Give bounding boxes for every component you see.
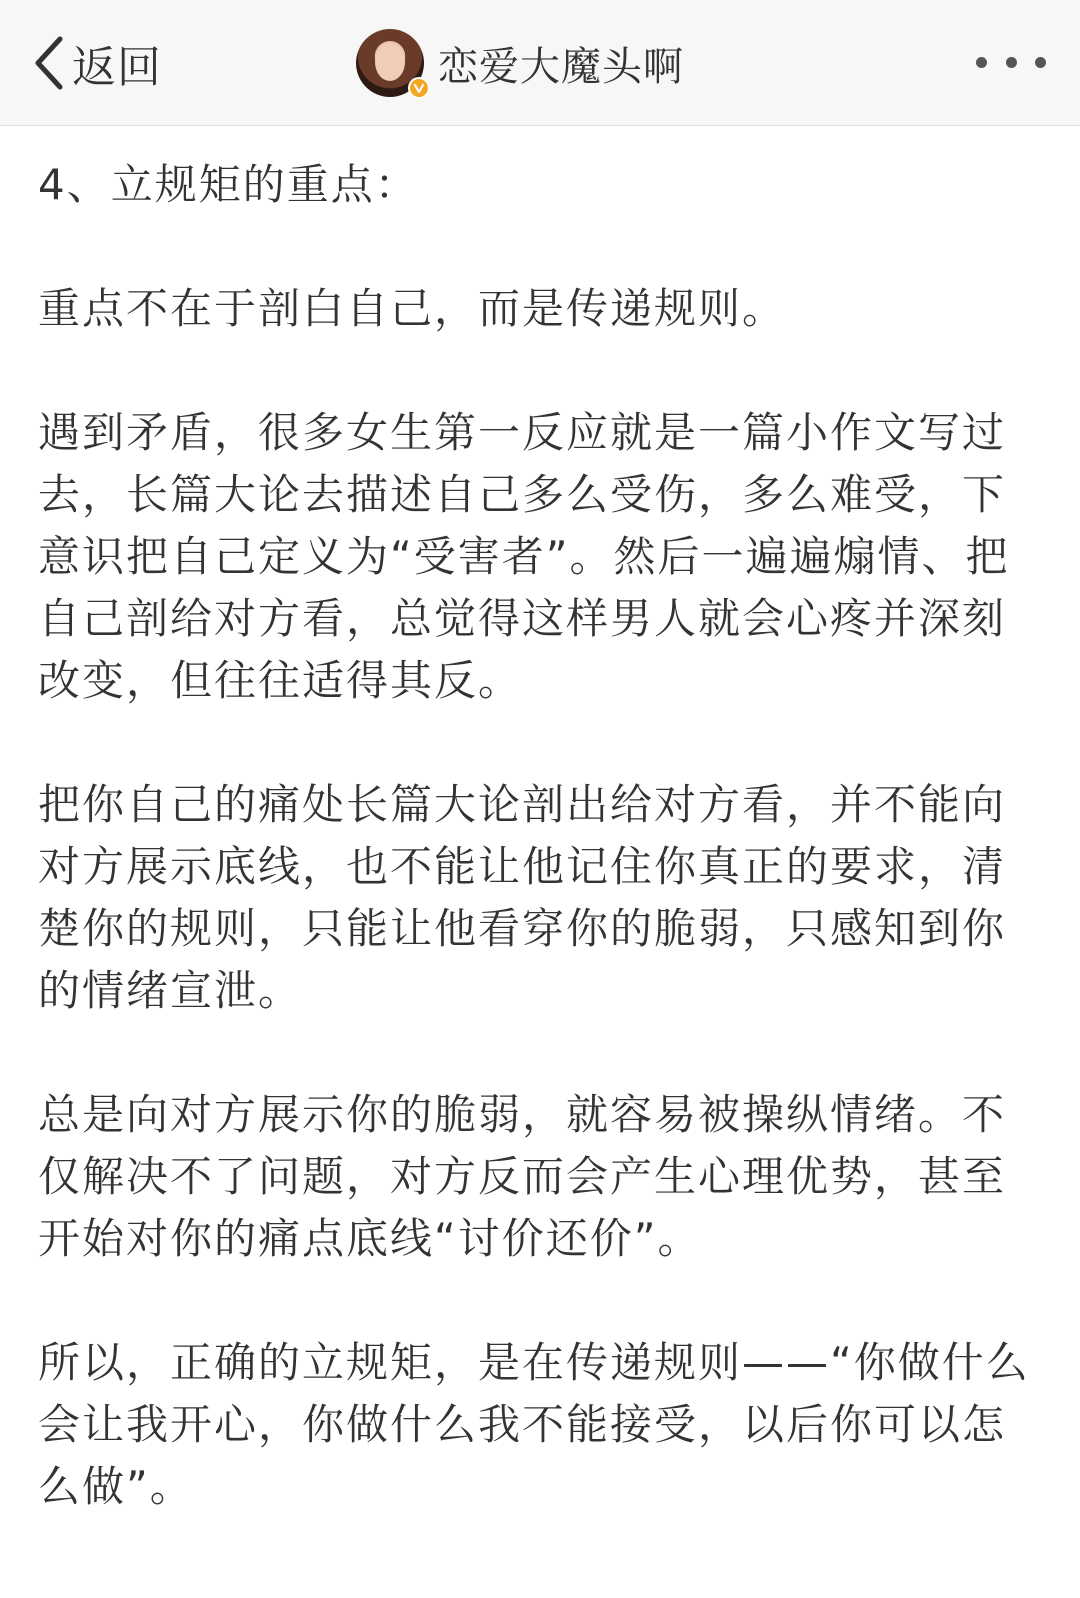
author-name[interactable]: 恋爱大魔头啊 [438, 43, 684, 90]
author-profile[interactable] [356, 27, 684, 99]
more-dots-icon [976, 57, 987, 68]
avatar[interactable] [356, 29, 424, 97]
top-navigation-bar [0, 0, 1080, 126]
more-options-button[interactable] [976, 44, 1046, 80]
back-button[interactable] [30, 30, 162, 96]
post-paragraph: 把你自己的痛处长篇大论剖出给对方看，并不能向对方展示底线，也不能让他记住你真正的要求，清楚你的规则，只能让他看穿你的脆弱，只感知到你的情绪宣泄。 [38, 780, 1007, 1015]
back-label: 返回 [72, 42, 162, 93]
avatar-face [375, 43, 405, 81]
post-paragraph: 总是向对方展示你的脆弱，就容易被操纵情绪。不仅解决不了问题，对方反而会产生心理优势，甚至开始对你的痛点底线“讨价还价”。 [38, 1090, 1007, 1263]
post-content [38, 154, 1042, 1580]
verified-badge-icon [408, 77, 430, 99]
more-dots-icon [1035, 57, 1046, 68]
post-paragraph: 遇到矛盾，很多女生第一反应就是一篇小作文写过去，长篇大论去描述自己多么受伤，多么难受，下意识把自己定义为“受害者”。然后一遍遍煽情、把自己剖给对方看，总觉得这样男人就会心疼并深刻改变，但往往适得其反。 [38, 408, 1010, 705]
chevron-left-icon [30, 33, 66, 93]
section-heading: 4、立规矩的重点： [38, 160, 419, 209]
more-dots-icon [1006, 57, 1017, 68]
post-paragraph: 所以，正确的立规矩，是在传递规则——“你做什么会让我开心，你做什么我不能接受，以后你可以怎么做”。 [38, 1338, 1030, 1511]
post-paragraph: 重点不在于剖白自己，而是传递规则。 [38, 284, 787, 333]
